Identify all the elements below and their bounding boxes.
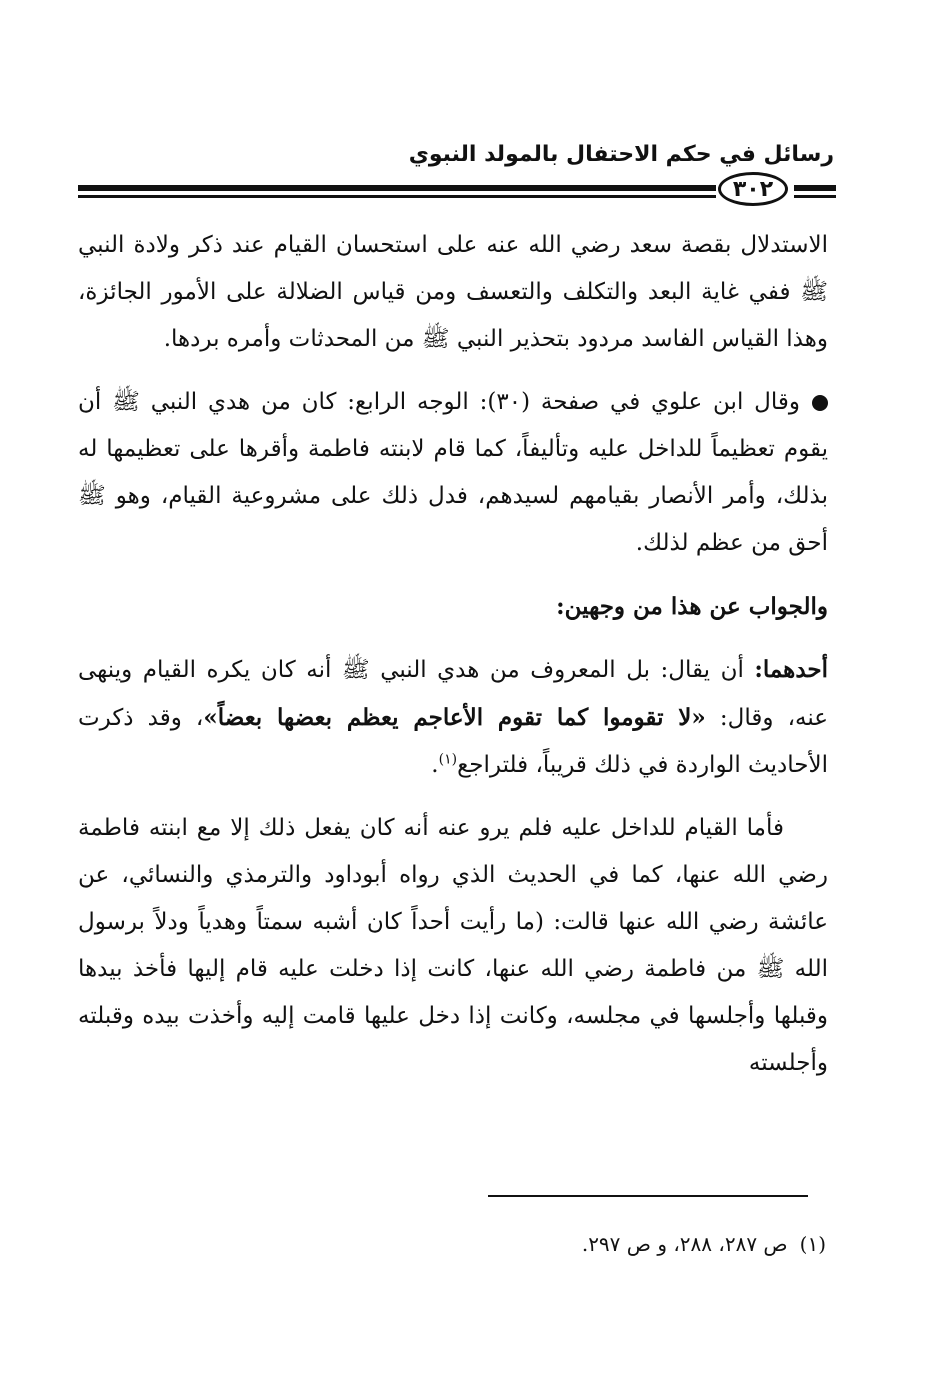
paragraph-5: فأما القيام للداخل عليه فلم يرو عنه أنه كان يفعل ذلك إلا مع ابنته فاطمة رضي الله عنها، كما في الحديث الذي رواه أبوداود والترمذي والنسائي، عن عائشة رضي الله عنها قالت: (ما رأيت أحداً كان أشبه سمتاً وهدياً ودلاً برسول الله ﷺ من فاطمة رضي الله عنها، كانت إذا دخلت عليه قام إليها فأخذ بيدها وقبلها وأجلسها في مجلسه، وكانت إذا دخل عليها قامت إليه وأخذت بيده وقبلته وأجلسته — [78, 815, 828, 1076]
footnote — [582, 1232, 826, 1256]
running-header-title: رسائل في حكم الاحتفال بالمولد النبوي — [408, 142, 834, 167]
paragraph-4-end: . — [431, 752, 439, 778]
hadith-quote: «لا تقوموا كما تقوم الأعاجم يعظم بعضها بعضاً» — [203, 704, 706, 731]
paragraph-2-text: وقال ابن علوي في صفحة (٣٠): الوجه الرابع: كان من هدي النبي ﷺ أن يقوم تعظيماً للداخل عليه وتأليفاً، كما قام لابنته فاطمة وأقرها على تعظيمها له بذلك، وأمر الأنصار بقيامهم لسيدهم، فدل ذلك على مشروعية القيام، وهو ﷺ أحق من عظم لذلك. — [78, 389, 828, 556]
footnote-reference: (١) — [438, 751, 458, 768]
paragraph-4-text-a: أن يقال: بل المعروف من هدي النبي ﷺ أنه كان يكره القيام وينهى عنه، وقال: — [78, 657, 828, 731]
paragraph-1: الاستدلال بقصة سعد رضي الله عنه على استحسان القيام عند ذكر ولادة النبي ﷺ ففي غاية البعد والتكلف والتعسف ومن قياس الضلالة على الأمور الجائزة، وهذا القياس الفاسد مردود بتحذير النبي ﷺ من المحدثات وأمره بردها. — [78, 232, 828, 352]
main-text — [78, 222, 828, 1087]
footnote-number: (١) — [799, 1232, 826, 1256]
page-number: ٣٠٢ — [718, 172, 788, 206]
header-rule-thick-line-right — [794, 185, 836, 191]
footnote-text: ص ٢٨٧، ٢٨٨، و ص ٢٩٧. — [581, 1232, 788, 1256]
header-rule-left — [78, 181, 716, 205]
paragraph-4-text-b: ، وقد ذكرت الأحاديث الواردة في ذلك قريباً، فلتراجع — [78, 705, 828, 778]
bullet-icon — [812, 395, 828, 411]
paragraph-4 — [78, 646, 828, 789]
paragraph-2 — [78, 379, 828, 567]
header-rule-thin-line-right — [794, 195, 836, 198]
header-rule-right — [794, 181, 836, 205]
header-rule-thin-line — [78, 195, 716, 198]
answer-heading: والجواب عن هذا من وجهين: — [556, 593, 828, 620]
first-point-lead: أحدهما: — [754, 656, 828, 683]
header-rule-thick-line — [78, 185, 716, 191]
footnote-divider — [488, 1195, 808, 1197]
